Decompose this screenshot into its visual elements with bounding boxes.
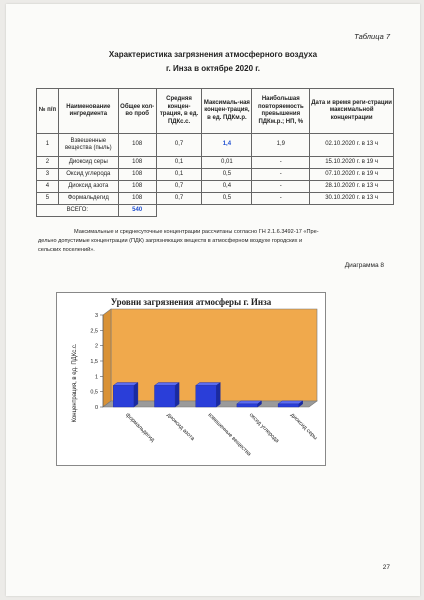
plot-side-wall — [103, 309, 111, 407]
table-cell: 4 — [37, 181, 59, 193]
chart-title: Уровни загрязнения атмосферы г. Инза — [110, 297, 272, 307]
table-cell: Диоксид серы — [58, 157, 118, 169]
table-cell: 0,1 — [156, 157, 202, 169]
bar-side — [134, 383, 138, 407]
table-cell: 0,4 — [202, 181, 252, 193]
footnote-line: Максимальные и среднесуточные концентрации рассчитаны согласно ГН 2.1.6.3492-17 «Пре- — [74, 229, 319, 235]
table-cell: 108 — [118, 134, 156, 157]
table-total-row — [37, 205, 394, 217]
table-row — [37, 134, 394, 157]
table-cell: - — [252, 157, 310, 169]
x-tick-label: оксид углерода — [247, 412, 280, 445]
table-row — [37, 157, 394, 169]
bar — [237, 404, 258, 407]
table-label: Таблица 7 — [354, 32, 390, 41]
table-cell: - — [252, 193, 310, 205]
table-cell: Формальдегид — [58, 193, 118, 205]
document-title: Характеристика загрязнения атмосферного воздуха — [108, 50, 318, 59]
diagram-label: Диаграмма 8 — [344, 262, 384, 269]
x-tick-label: диоксид азота — [165, 412, 196, 443]
table-cell: 0,7 — [156, 193, 202, 205]
table-cell: 07.10.2020 г. в 19 ч — [310, 169, 394, 181]
table-cell: 02.10.2020 г. в 13 ч — [310, 134, 394, 157]
bar — [196, 386, 217, 407]
table-cell: 1,9 — [252, 134, 310, 157]
x-tick-label: диоксид серы — [289, 412, 319, 442]
table-row — [37, 181, 394, 193]
table-cell: 5 — [37, 193, 59, 205]
bar — [155, 386, 176, 407]
table-cell: 0,5 — [202, 193, 252, 205]
document-subtitle: г. Инза в октябре 2020 г. — [166, 64, 260, 73]
table-row — [37, 169, 394, 181]
header-cell: № п/п — [37, 89, 59, 134]
page-number: 27 — [382, 564, 390, 571]
chart-container — [56, 292, 326, 466]
footnote-line: сельских поселений». — [38, 247, 95, 253]
header-cell: Дата и время реги-страции максимальной концентрации — [310, 89, 394, 134]
table-cell: 2 — [37, 157, 59, 169]
table-cell: 30.10.2020 г. в 13 ч — [310, 193, 394, 205]
footnote — [38, 228, 394, 255]
header-cell: Наименование ингредиента — [58, 89, 118, 134]
table-cell: - — [252, 181, 310, 193]
table-cell: 0,1 — [156, 169, 202, 181]
header-cell: Средняя концен-трация, в ед. ПДКс.с. — [156, 89, 202, 134]
table-cell: 3 — [37, 169, 59, 181]
table-cell: 0,7 — [156, 134, 202, 157]
table-cell: Оксид углерода — [58, 169, 118, 181]
y-tick-label: 1,5 — [90, 359, 98, 365]
document-page — [6, 4, 420, 596]
table-cell: Взвешенные вещества (пыль) — [58, 134, 118, 157]
header-cell: Общее кол-во проб — [118, 89, 156, 134]
header-cell: Наибольшая повторяемость превышения ПДКм.р.; НП, % — [252, 89, 310, 134]
table-cell-highlight: 1,4 — [202, 134, 252, 157]
table-cell: 28.10.2020 г. в 13 ч — [310, 181, 394, 193]
total-label: ВСЕГО: — [37, 205, 119, 217]
table-cell: 108 — [118, 181, 156, 193]
table-cell: 15.10.2020 г. в 19 ч — [310, 157, 394, 169]
y-tick-label: 2,5 — [90, 328, 98, 335]
bar — [278, 404, 299, 407]
total-value: 540 — [118, 205, 156, 217]
y-tick-label: 3 — [94, 313, 98, 319]
y-axis-label: Концентрация, в ед. ПДКс.с. — [72, 343, 78, 423]
bar-chart — [57, 293, 325, 465]
y-tick-label: 1 — [94, 374, 98, 381]
bar-side — [216, 383, 220, 407]
y-tick-label: 0,5 — [90, 389, 98, 396]
table-cell: 1 — [37, 134, 59, 157]
x-tick-label: взвешенные вещества — [206, 412, 252, 458]
table-cell: 0,5 — [202, 169, 252, 181]
bar — [113, 386, 134, 407]
table-row — [37, 193, 394, 205]
table-cell: 108 — [118, 193, 156, 205]
bar-side — [175, 383, 179, 407]
table-cell: 108 — [118, 169, 156, 181]
footnote-line: дельно допустимые концентрации (ПДК) загрязняющих веществ в атмосферном воздухе городских и — [38, 238, 303, 244]
table-cell: - — [252, 169, 310, 181]
table-cell: 0,01 — [202, 157, 252, 169]
table-cell: Диоксид азота — [58, 181, 118, 193]
table-header-row — [37, 89, 394, 134]
y-tick-label: 0 — [94, 405, 98, 411]
x-tick-label: формальдегид — [124, 412, 156, 444]
y-tick-label: 2 — [94, 343, 98, 350]
header-cell: Максималь-ная концен-трация, в ед. ПДКм.р. — [202, 89, 252, 134]
pollution-table — [36, 88, 394, 217]
table-cell: 108 — [118, 157, 156, 169]
table-cell: 0,7 — [156, 181, 202, 193]
